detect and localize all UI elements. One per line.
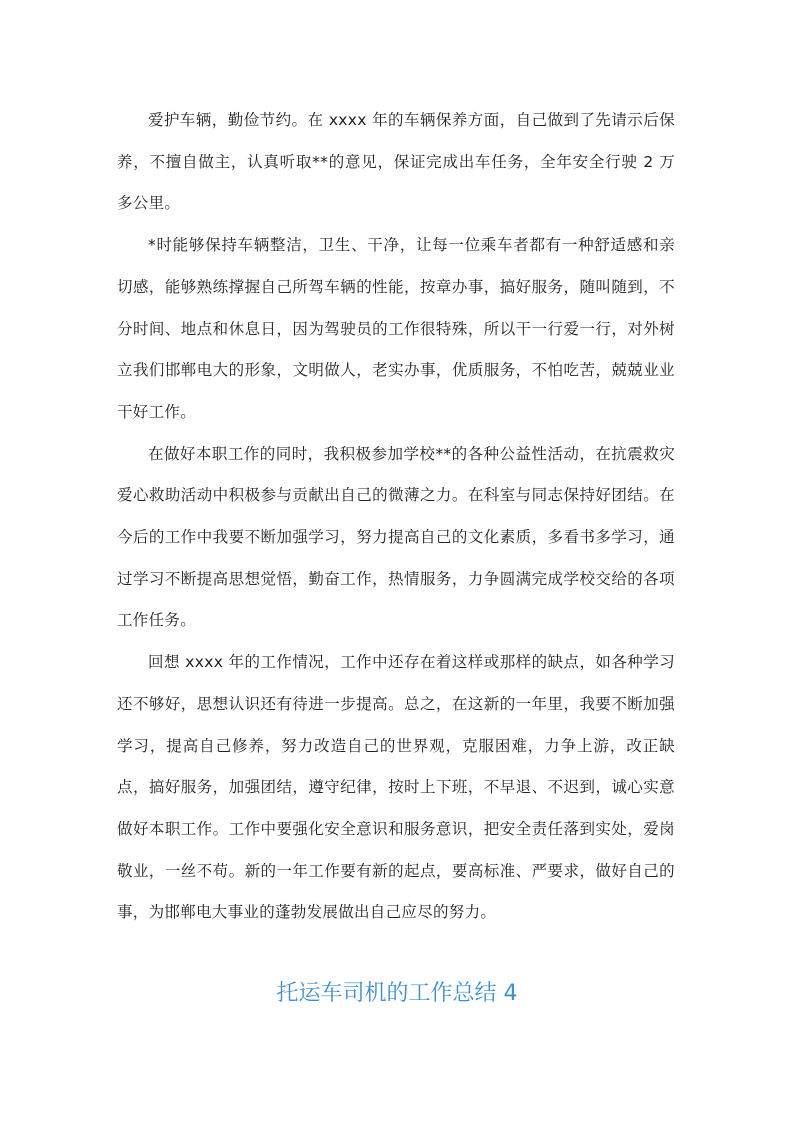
section-heading: 托运车司机的工作总结 4 (276, 981, 518, 1006)
paragraph-4: 回想 xxxx 年的工作情况，工作中还存在着这样或那样的缺点，如各种学习还不够好，思想认识还有待进一步提高。总之，在这新的一年里，我要不断加强学习，提高自己修养，努力改造自己的世界观，克服困难，力争上游，改正缺点，搞好服务，加强团结，遵守纪律，按时上下班，不早退、不迟到，诚心实意做好本职工作。工作中要强化安全意识和服务意识，把安全责任落到实处，爱岗敬业，一丝不苟。新的一年工作要有新的起点，要高标准、严要求，做好自己的事，为邯郸电大事业的蓬勃发展做出自己应尽的努力。 (117, 653, 675, 922)
paragraph-1: 爱护车辆，勤俭节约。在 xxxx 年的车辆保养方面，自己做到了先请示后保养，不擅自做主，认真听取**的意见，保证完成出车任务，全年安全行驶 2 万多公里。 (117, 111, 675, 213)
document-body (117, 100, 675, 934)
paragraph-3: 在做好本职工作的同时，我积极参加学校**的各种公益性活动，在抗震救灾爱心救助活动中积极参与贡献出自己的微薄之力。在科室与同志保持好团结。在今后的工作中我要不断加强学习，努力提高自己的文化素质，多看书多学习，通过学习不断提高思想觉悟，勤奋工作，热情服务，力争圆满完成学校交给的各项工作任务。 (117, 444, 675, 630)
paragraph-2: *时能够保持车辆整洁，卫生、干净，让每一位乘车者都有一种舒适感和亲切感，能够熟练撑握自己所驾车辆的性能，按章办事，搞好服务，随叫随到，不分时间、地点和休息日，因为驾驶员的工作很特殊，所以干一行爱一行，对外树立我们邯郸电大的形象，文明做人，老实办事，优质服务，不怕吃苦，兢兢业业干好工作。 (117, 236, 675, 421)
